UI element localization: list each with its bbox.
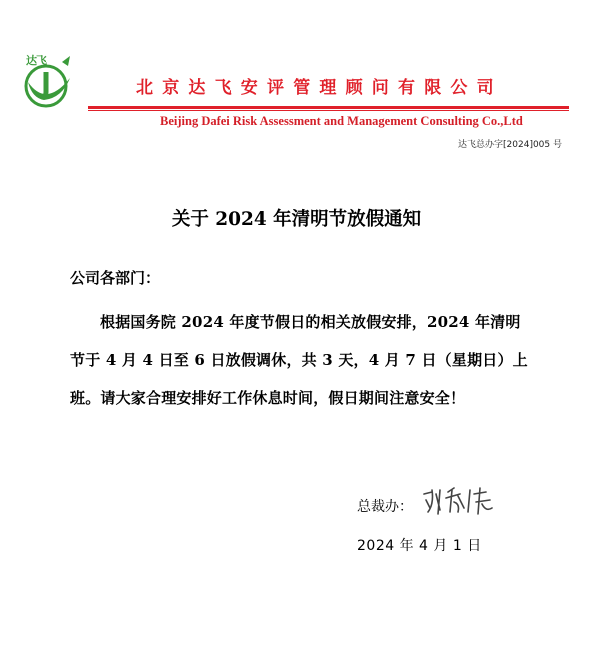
company-name-en: Beijing Dafei Risk Assessment and Management Consulting Co.,Ltd <box>160 114 523 128</box>
document-number: 达飞总办字[2024]005 号 <box>458 140 562 150</box>
company-name-cn: 北京达飞安评管理顾问有限公司 <box>136 78 503 98</box>
body-line: 班。请大家合理安排好工作休息时间，假日期间注意安全！ <box>70 389 466 407</box>
logo-text: 达飞 <box>26 54 46 67</box>
signoff-label: 总裁办： <box>357 499 413 515</box>
salutation: 公司各部门： <box>70 269 161 287</box>
notice-title: 关于 2024 年清明节放假通知 <box>171 209 422 230</box>
letterhead-divider <box>88 106 569 109</box>
letterhead-divider-thin <box>88 110 569 111</box>
signoff-date: 2024 年 4 月 1 日 <box>357 538 482 554</box>
handwritten-signature <box>420 482 500 520</box>
company-logo <box>22 52 78 108</box>
body-line: 根据国务院 2024 年度节假日的相关放假安排，2024 年清明 <box>100 313 521 331</box>
notice-body <box>70 303 580 417</box>
body-line: 节于 4 月 4 日至 6 日放假调休，共 3 天，4 月 7 日（星期日）上 <box>70 351 528 369</box>
